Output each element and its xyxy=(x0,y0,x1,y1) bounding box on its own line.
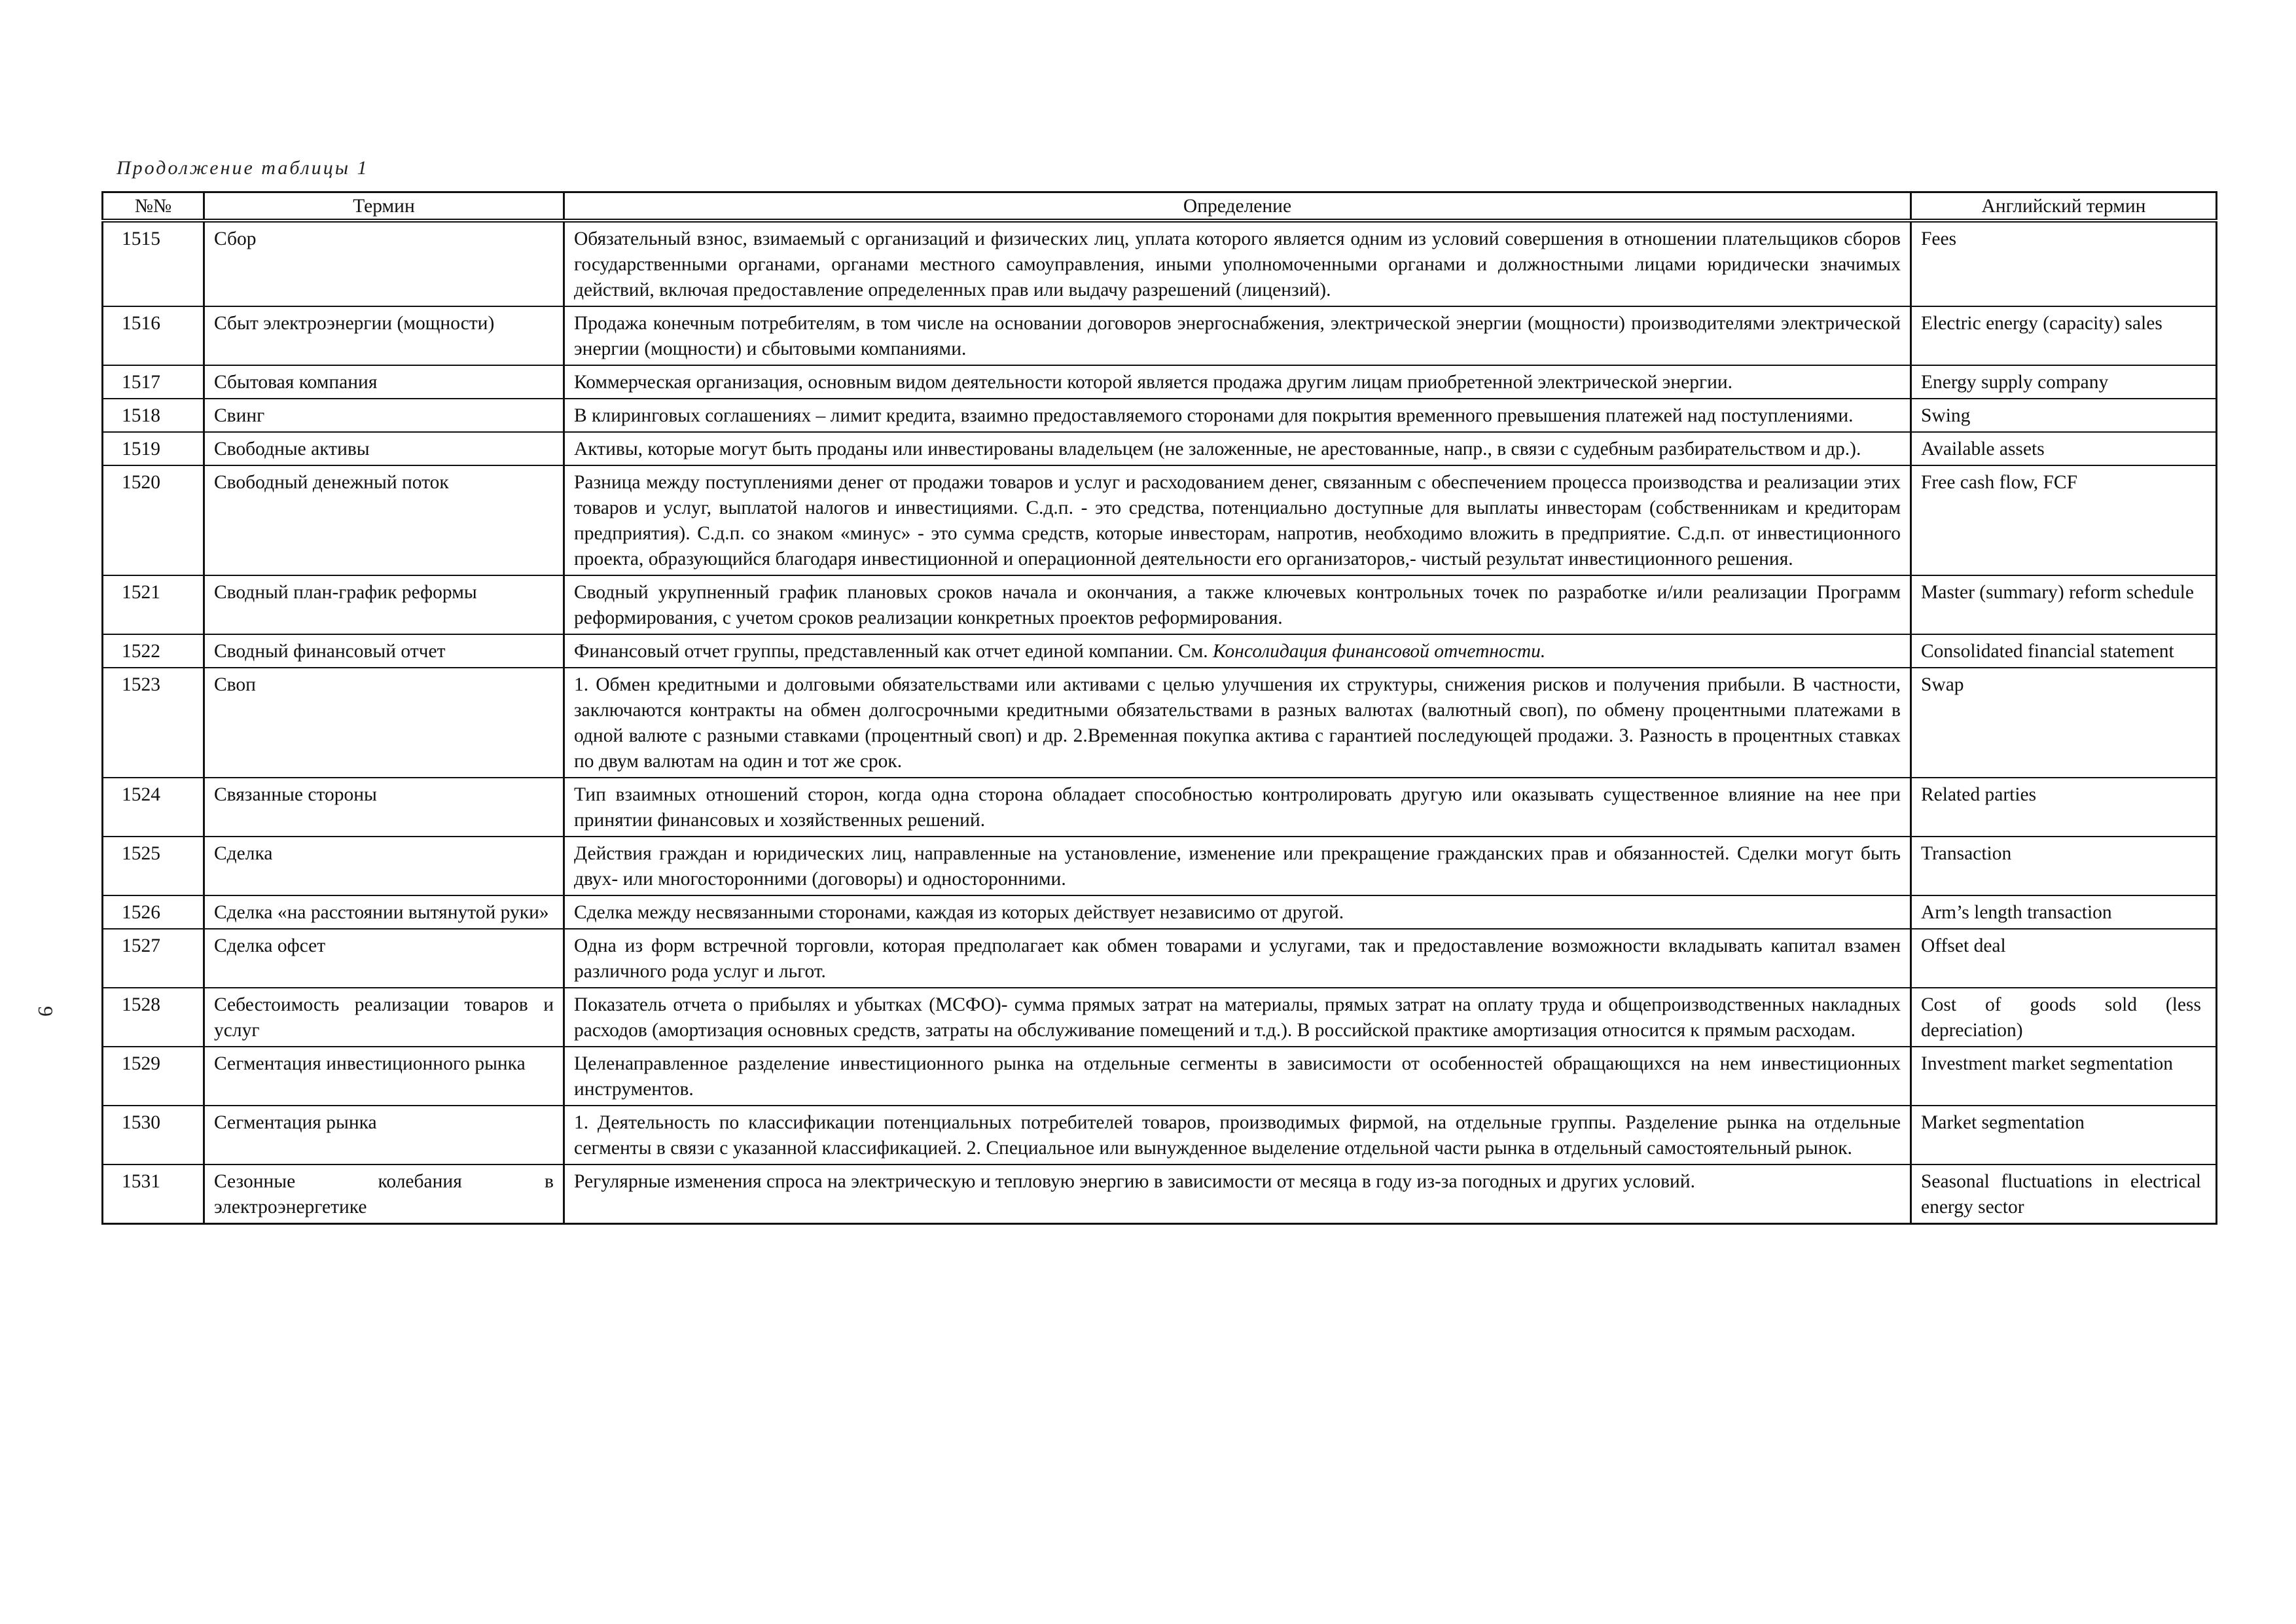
row-definition xyxy=(564,306,1911,365)
row-term: Свободные активы xyxy=(204,432,564,465)
definition-text: Сделка между несвязанными сторонами, каждая из которых действует независимо от другой. xyxy=(574,902,1344,923)
row-english-term: Related parties xyxy=(1911,778,2217,837)
table-caption: Продолжение таблицы 1 xyxy=(117,157,369,179)
row-number: 1529 xyxy=(103,1047,204,1106)
definition-text: Финансовый отчет группы, представленный как отчет единой компании. См. xyxy=(574,641,1213,662)
header-definition: Определение xyxy=(564,192,1911,221)
row-term: Свинг xyxy=(204,399,564,432)
page-number: 9 xyxy=(34,1006,58,1017)
row-term: Сегментация инвестиционного рынка xyxy=(204,1047,564,1106)
row-english-term: Cost of goods sold (less depreciation) xyxy=(1911,988,2217,1047)
row-number: 1516 xyxy=(103,306,204,365)
row-english-term: Consolidated financial statement xyxy=(1911,634,2217,668)
row-number: 1519 xyxy=(103,432,204,465)
row-english-term: Offset deal xyxy=(1911,929,2217,988)
table-header-row xyxy=(103,192,2217,221)
definition-reference: Консолидация финансовой отчетности. xyxy=(1213,641,1546,662)
table-row xyxy=(103,306,2217,365)
table-row xyxy=(103,465,2217,575)
table-row xyxy=(103,634,2217,668)
glossary-table xyxy=(101,191,2217,1225)
table-row xyxy=(103,837,2217,895)
row-number: 1528 xyxy=(103,988,204,1047)
row-english-term: Available assets xyxy=(1911,432,2217,465)
table-row xyxy=(103,988,2217,1047)
definition-text: Действия граждан и юридических лиц, направленные на установление, изменение или прекращение гражданских прав и обязанностей. Сделки могут быть двух- или многосторонними (договоры) и односторонними. xyxy=(574,843,1901,890)
row-term: Сбытовая компания xyxy=(204,365,564,399)
table-row xyxy=(103,399,2217,432)
table-row xyxy=(103,668,2217,778)
definition-text: 1. Обмен кредитными и долговыми обязательствами или активами с целью улучшения их структуры, снижения рисков и получения прибыли. В частности, заключаются контракты на обмен долгосрочными кредитными обязательствами в разных валютах (валютный своп), по обмену процентными платежами в одной валюте с разными ставками (процентный своп) и др. 2.Временная покупка актива с гарантией последующей продажи. 3. Разность в процентных ставках по двум валютам на один и тот же срок. xyxy=(574,674,1901,772)
definition-text: Продажа конечным потребителям, в том числе на основании договоров энергоснабжения, электрической энергии (мощности) производителями электрической энергии (мощности) и сбытовыми компаниями. xyxy=(574,313,1901,359)
row-term: Сделка «на расстоянии вытянутой руки» xyxy=(204,895,564,929)
row-definition xyxy=(564,1164,1911,1224)
table-row xyxy=(103,575,2217,634)
header-term: Термин xyxy=(204,192,564,221)
row-term: Сделка xyxy=(204,837,564,895)
definition-text: Обязательный взнос, взимаемый с организаций и физических лиц, уплата которого является одним из условий совершения в отношении плательщиков сборов государственными органами, органами местного самоуправления, иными уполномоченными органами и должностными лицами юридически значимых действий, включая предоставление определенных прав или выдачу разрешений (лицензий). xyxy=(574,228,1901,300)
definition-text: Показатель отчета о прибылях и убытках (МСФО)- сумма прямых затрат на материалы, прямых затрат на оплату труда и общепроизводственных накладных расходов (амортизация основных средств, затраты на обслуживание помещений и т.д.). В российской практике амортизация относится к прямым расходам. xyxy=(574,994,1901,1041)
row-term: Связанные стороны xyxy=(204,778,564,837)
row-term: Сезонные колебания в электроэнергетике xyxy=(204,1164,564,1224)
row-english-term: Investment market segmentation xyxy=(1911,1047,2217,1106)
row-definition xyxy=(564,988,1911,1047)
row-definition xyxy=(564,399,1911,432)
row-definition xyxy=(564,1106,1911,1164)
row-term: Сводный финансовый отчет xyxy=(204,634,564,668)
row-term: Сводный план-график реформы xyxy=(204,575,564,634)
definition-text: Активы, которые могут быть проданы или инвестированы владельцем (не заложенные, не арестованные, напр., в связи с судебным разбирательством и др.). xyxy=(574,439,1861,460)
row-number: 1524 xyxy=(103,778,204,837)
table-row xyxy=(103,895,2217,929)
table-body xyxy=(103,221,2217,1224)
row-definition xyxy=(564,575,1911,634)
row-definition xyxy=(564,634,1911,668)
row-english-term: Market segmentation xyxy=(1911,1106,2217,1164)
table-row xyxy=(103,929,2217,988)
row-definition xyxy=(564,1047,1911,1106)
row-definition xyxy=(564,668,1911,778)
row-term: Сегментация рынка xyxy=(204,1106,564,1164)
row-term: Себестоимость реализации товаров и услуг xyxy=(204,988,564,1047)
row-term: Свободный денежный поток xyxy=(204,465,564,575)
table-row xyxy=(103,1106,2217,1164)
header-english: Английский термин xyxy=(1911,192,2217,221)
row-number: 1522 xyxy=(103,634,204,668)
table-row xyxy=(103,432,2217,465)
row-number: 1520 xyxy=(103,465,204,575)
definition-text: Тип взаимных отношений сторон, когда одна сторона обладает способностью контролировать другую или оказывать существенное влияние на нее при принятии финансовых и хозяйственных решений. xyxy=(574,784,1901,831)
table-row xyxy=(103,365,2217,399)
definition-text: Одна из форм встречной торговли, которая предполагает как обмен товарами и услугами, так и предоставление возможности вкладывать капитал взамен различного рода услуг и льгот. xyxy=(574,935,1901,982)
definition-text: Регулярные изменения спроса на электрическую и тепловую энергию в зависимости от месяца в году из-за погодных и других условий. xyxy=(574,1171,1695,1192)
definition-text: 1. Деятельность по классификации потенциальных потребителей товаров, производимых фирмой, на отдельные группы. Разделение рынка на отдельные сегменты в связи с указанной классификацией. 2. Специальное или вынужденное выделение отдельной части рынка в отдельный самостоятельный рынок. xyxy=(574,1112,1901,1159)
row-number: 1515 xyxy=(103,221,204,306)
row-number: 1517 xyxy=(103,365,204,399)
row-english-term: Arm’s length transaction xyxy=(1911,895,2217,929)
row-definition xyxy=(564,837,1911,895)
definition-text: В клиринговых соглашениях – лимит кредита, взаимно предоставляемого сторонами для покрытия временного превышения платежей над поступлениями. xyxy=(574,405,1854,426)
row-english-term: Swap xyxy=(1911,668,2217,778)
row-definition xyxy=(564,929,1911,988)
definition-text: Целенаправленное разделение инвестиционного рынка на отдельные сегменты в зависимости от особенностей обращающихся на нем инвестиционных инструментов. xyxy=(574,1053,1901,1100)
row-number: 1530 xyxy=(103,1106,204,1164)
definition-text: Сводный укрупненный график плановых сроков начала и окончания, а также ключевых контрольных точек по разработке и/или реализации Программ реформирования, с учетом сроков реализации конкретных проектов реформирования. xyxy=(574,582,1901,628)
row-definition xyxy=(564,895,1911,929)
table-row xyxy=(103,1047,2217,1106)
table-row xyxy=(103,778,2217,837)
row-definition xyxy=(564,365,1911,399)
table-row xyxy=(103,221,2217,306)
row-english-term: Seasonal fluctuations in electrical energy sector xyxy=(1911,1164,2217,1224)
row-english-term: Free cash flow, FCF xyxy=(1911,465,2217,575)
row-term: Сбор xyxy=(204,221,564,306)
header-num: №№ xyxy=(103,192,204,221)
row-number: 1523 xyxy=(103,668,204,778)
row-english-term: Energy supply company xyxy=(1911,365,2217,399)
definition-text: Коммерческая организация, основным видом деятельности которой является продажа другим лицам приобретенной электрической энергии. xyxy=(574,372,1733,393)
row-number: 1518 xyxy=(103,399,204,432)
row-english-term: Transaction xyxy=(1911,837,2217,895)
row-english-term: Fees xyxy=(1911,221,2217,306)
row-number: 1526 xyxy=(103,895,204,929)
row-definition xyxy=(564,221,1911,306)
row-number: 1527 xyxy=(103,929,204,988)
row-number: 1531 xyxy=(103,1164,204,1224)
table-row xyxy=(103,1164,2217,1224)
row-number: 1525 xyxy=(103,837,204,895)
row-definition xyxy=(564,778,1911,837)
row-number: 1521 xyxy=(103,575,204,634)
row-term: Сбыт электроэнергии (мощности) xyxy=(204,306,564,365)
row-definition xyxy=(564,465,1911,575)
row-english-term: Swing xyxy=(1911,399,2217,432)
row-definition xyxy=(564,432,1911,465)
row-english-term: Master (summary) reform schedule xyxy=(1911,575,2217,634)
definition-text: Разница между поступлениями денег от продажи товаров и услуг и расходованием денег, связанным с обеспечением процесса производства и реализации этих товаров и услуг, выплатой налогов и инвестициями. С.д.п. - это средства, потенциально доступные для выплаты инвесторам (собственникам и кредиторам предприятия). С.д.п. со знаком «минус» - это сумма средств, которые инвесторам, напротив, необходимо вложить в предприятие. С.д.п. от инвестиционного проекта, образующийся благодаря инвестиционной и операционной деятельности его организаторов,- чистый результат инвестиционного решения. xyxy=(574,472,1901,569)
row-term: Своп xyxy=(204,668,564,778)
row-term: Сделка офсет xyxy=(204,929,564,988)
row-english-term: Electric energy (capacity) sales xyxy=(1911,306,2217,365)
